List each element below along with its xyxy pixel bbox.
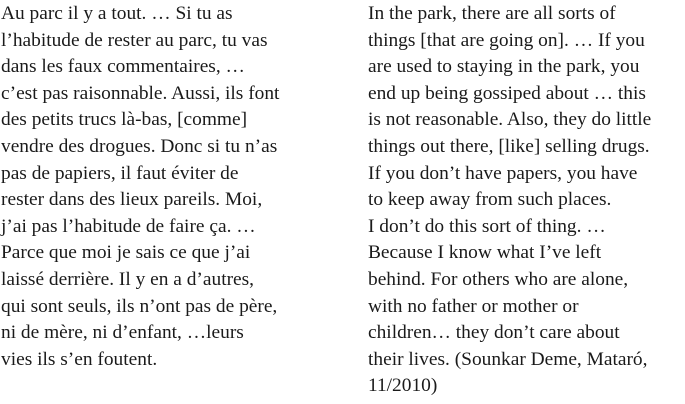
french-line: vies ils s’en foutent. — [1, 348, 158, 370]
english-line: things [that are going on]. … If you — [368, 29, 645, 51]
english-line: If you don’t have papers, you have — [368, 162, 638, 184]
french-line: j’ai pas l’habitude de faire ça. … — [1, 215, 256, 237]
french-line: des petits trucs là-bas, [comme] — [1, 109, 248, 131]
french-line: vendre des drogues. Donc si tu n’as — [1, 135, 278, 157]
english-line: are used to staying in the park, you — [368, 56, 640, 78]
english-line: 11/2010) — [368, 375, 438, 397]
english-line: things out there, [like] selling drugs. — [368, 135, 650, 157]
english-line: their lives. (Sounkar Deme, Mataró, — [368, 348, 648, 370]
english-line: with no father or mother or — [368, 295, 579, 317]
english-line: is not reasonable. Also, they do little — [368, 109, 652, 131]
french-line: dans les faux commentaires, … — [1, 56, 245, 78]
english-line: children… they don’t care about — [368, 322, 620, 344]
french-original-column — [1, 1, 346, 373]
french-line: qui sont seuls, ils n’ont pas de père, — [1, 295, 278, 317]
french-line: ni de mère, ni d’enfant, …leurs — [1, 322, 244, 344]
english-translation-column — [368, 1, 684, 400]
english-line: to keep away from such places. — [368, 189, 612, 211]
french-line: c’est pas raisonnable. Aussi, ils font — [1, 82, 280, 104]
english-line: In the park, there are all sorts of — [368, 3, 616, 24]
english-line: Because I know what I’ve left — [368, 242, 602, 264]
english-line: behind. For others who are alone, — [368, 268, 629, 290]
french-line: l’habitude de rester au parc, tu vas — [1, 29, 268, 51]
english-line: end up being gossiped about … this — [368, 82, 646, 104]
french-line: Au parc il y a tout. … Si tu as — [1, 3, 233, 24]
english-line: I don’t do this sort of thing. … — [368, 215, 606, 237]
french-line: rester dans des lieux pareils. Moi, — [1, 189, 263, 211]
french-line: pas de papiers, il faut éviter de — [1, 162, 239, 184]
french-line: laissé derrière. Il y en a d’autres, — [1, 268, 255, 290]
french-line: Parce que moi je sais ce que j’ai — [1, 242, 251, 264]
